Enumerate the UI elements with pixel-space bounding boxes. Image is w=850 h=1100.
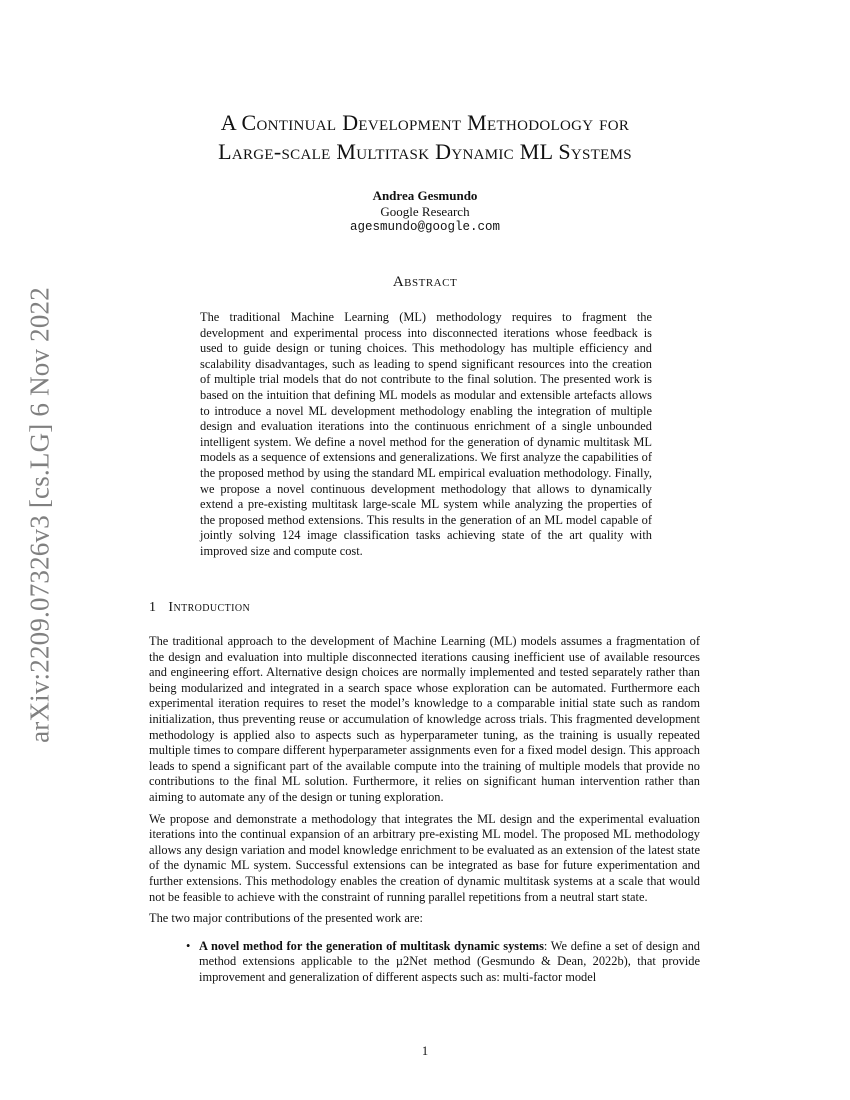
intro-paragraph-3: The two major contributions of the presented work are: (149, 911, 423, 926)
author-email[interactable]: agesmundo@google.com (349, 220, 501, 234)
introduction-body (149, 634, 700, 985)
abstract-text: The traditional Machine Learning (ML) methodology requires to fragment the development and experimental process into disconnected iterations whose feedback is used to guide design or tuning choices. This methodology has multiple efficiency and scalability disadvantages, such as leading to spend significant resources into the creation of multiple trial models that do not contribute to the final solution. The presented work is based on the intuition that defining ML models as modular and extensible artefacts allows to introduce a novel ML development methodology enabling the integration of multiple design and evaluation iterations into the continuous enrichment of a single unbounded intelligent system. We define a novel method for the generation of dynamic multitask ML models as a sequence of extensions and generalizations. We first analyze the capabilities of the proposed method by using the standard ML empirical evaluation methodology. Finally, we propose a novel continuous development methodology that allows to dynamically extend a pre-existing multitask large-scale ML system while analyzing the properties of the proposed method extensions. This results in the generation of an ML model capable of jointly solving 124 image classification tasks achieving state of the art quality with improved size and compute cost. (200, 310, 652, 558)
paper-title-line-1: A Continual Development Methodology for (220, 110, 630, 135)
author-affiliation: Google Research (380, 204, 470, 219)
abstract-heading: Abstract (392, 274, 458, 290)
section-number: 1 (149, 600, 157, 615)
section-heading-introduction (149, 600, 250, 616)
arxiv-identifier: arXiv:2209.07326v3 [cs.LG] 6 Nov 2022 (24, 287, 55, 743)
paper-title-line-2: Large-scale Multitask Dynamic ML Systems (218, 139, 632, 164)
intro-paragraph-1: The traditional approach to the development of Machine Learning (ML) models assumes a fragmentation of the design and evaluation into multiple disconnected iterations causing inefficient use of available resources and engineering effort. Alternative design choices are normally implemented and tested separately rather than being modularized and integrated in a search space whose exploration can be automated. Furthermore each experimental iteration requires to reset the model’s knowledge to a comparable initial state such as random initialization, thus preventing reuse or accumulation of knowledge across trials. This fragmented development methodology is applied also to aspects such as hyperparameter tuning, as the training is usually repeated multiple times to compare different hyperparameter assignments even for a fixed model design. This approach leads to spend a significant part of the available compute into the training of multiple models that provide no contributions to the final ML solution. Furthermore, it relies on significant human intervention rather than aiming to automate any of the design or tuning exploration. (149, 634, 700, 804)
contribution-1-text: : We define a set of design and method extensions applicable to the µ2Net method (Gesmundo & Dean, 2022b), that provide improvement and generalization of different aspects such as: multi-factor model (199, 938, 700, 984)
arxiv-sidebar-stamp (20, 287, 60, 743)
section-title: Introduction (168, 600, 251, 615)
contribution-1-title: A novel method for the generation of multitask dynamic systems (199, 938, 544, 953)
list-item (186, 938, 700, 986)
bullet-icon: • (186, 938, 191, 953)
intro-paragraph-2: We propose and demonstrate a methodology that integrates the ML design and the experimental evaluation iterations into the continual expansion of an arbitrary pre-existing ML model. The proposed ML methodology allows any design variation and model knowledge enrichment to be evaluated as an extension of the latest state of the dynamic ML system. Successful extensions can be integrated as base for future experimentation and further extensions. This methodology enables the creation of dynamic multitask systems at a scale that would not be feasible to achieve with the constraint of running parallel repetitions from a neutral start state. (149, 811, 700, 904)
contributions-list (149, 939, 700, 986)
page-number: 1 (421, 1044, 429, 1058)
author-name: Andrea Gesmundo (372, 188, 478, 203)
